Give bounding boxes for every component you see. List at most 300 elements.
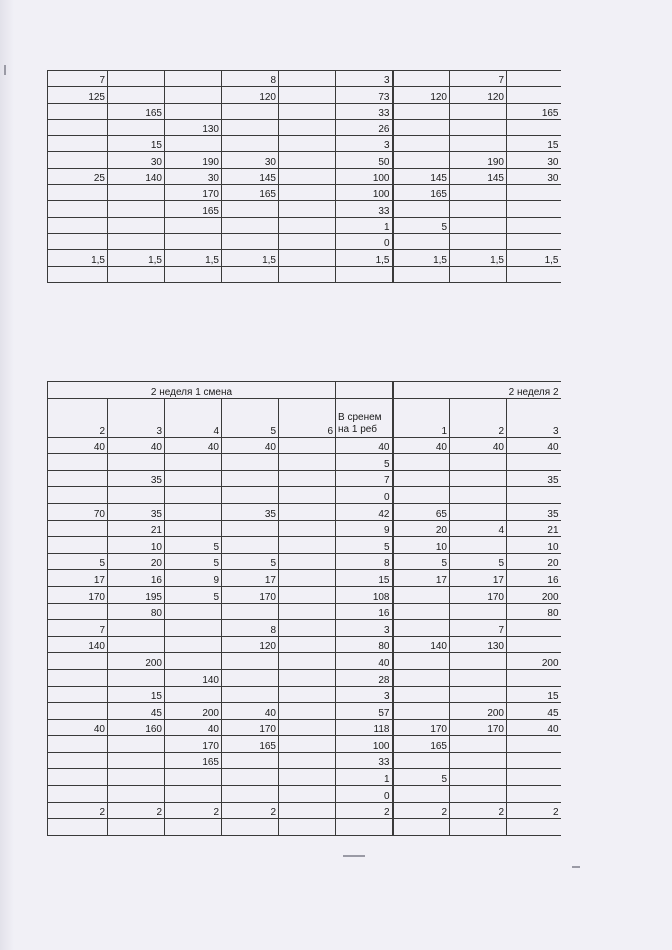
table-cell: 17 bbox=[393, 570, 450, 587]
header-cell: 2 bbox=[48, 398, 108, 437]
table-row bbox=[48, 233, 561, 249]
table-row bbox=[48, 470, 561, 487]
table-cell bbox=[48, 487, 108, 504]
table-row bbox=[48, 703, 561, 720]
table-cell: 33 bbox=[336, 103, 393, 119]
table-cell bbox=[108, 201, 165, 217]
table-cell bbox=[48, 686, 108, 703]
table-cell bbox=[393, 669, 450, 686]
table-cell: 195 bbox=[108, 586, 165, 603]
table-cell bbox=[48, 217, 108, 233]
table-cell: 40 bbox=[507, 437, 561, 454]
table-cell: 17 bbox=[222, 570, 279, 587]
table-cell: 40 bbox=[507, 719, 561, 736]
table-cell: 2 bbox=[165, 802, 222, 819]
table-row bbox=[48, 136, 561, 152]
table-cell: 15 bbox=[507, 686, 561, 703]
table-cell: 140 bbox=[165, 669, 222, 686]
table-cell bbox=[507, 636, 561, 653]
table-cell bbox=[279, 103, 336, 119]
table-cell bbox=[48, 736, 108, 753]
table-cell bbox=[165, 217, 222, 233]
table-cell: 5 bbox=[165, 537, 222, 554]
table-cell: 20 bbox=[393, 520, 450, 537]
table-cell bbox=[507, 119, 561, 135]
table-cell: 100 bbox=[336, 736, 393, 753]
table-cell bbox=[222, 119, 279, 135]
table-cell: 130 bbox=[165, 119, 222, 135]
table-cell: 33 bbox=[336, 752, 393, 769]
table-cell bbox=[507, 201, 561, 217]
table-row bbox=[48, 250, 561, 266]
table-cell bbox=[48, 119, 108, 135]
table-row bbox=[48, 653, 561, 670]
table-cell: 130 bbox=[450, 636, 507, 653]
table-cell bbox=[279, 636, 336, 653]
table-cell bbox=[48, 233, 108, 249]
table-cell bbox=[507, 620, 561, 637]
top-table-body bbox=[48, 71, 561, 283]
table-cell bbox=[279, 586, 336, 603]
table-cell bbox=[507, 233, 561, 249]
table-cell bbox=[336, 819, 393, 836]
header-cell: 1 bbox=[393, 398, 450, 437]
table-cell: 80 bbox=[108, 603, 165, 620]
table-cell: 200 bbox=[165, 703, 222, 720]
table-cell bbox=[279, 487, 336, 504]
average-per-child-header: В сренем на 1 реб bbox=[336, 398, 393, 437]
table-cell: 1,5 bbox=[393, 250, 450, 266]
table-cell: 1 bbox=[336, 217, 393, 233]
table-row bbox=[48, 437, 561, 454]
table-cell bbox=[450, 686, 507, 703]
table-cell: 1,5 bbox=[165, 250, 222, 266]
header-cell: 4 bbox=[165, 398, 222, 437]
table-cell bbox=[48, 769, 108, 786]
table-row bbox=[48, 603, 561, 620]
table-row bbox=[48, 201, 561, 217]
table-cell bbox=[450, 185, 507, 201]
week2-shift1-title: 2 неделя 1 смена bbox=[48, 382, 336, 399]
table-cell: 21 bbox=[108, 520, 165, 537]
table-cell bbox=[393, 487, 450, 504]
table-cell bbox=[279, 752, 336, 769]
table-cell: 3 bbox=[336, 136, 393, 152]
table-cell: 145 bbox=[450, 168, 507, 184]
table-cell bbox=[48, 520, 108, 537]
table-cell: 8 bbox=[336, 553, 393, 570]
table-cell: 118 bbox=[336, 719, 393, 736]
table-cell bbox=[450, 266, 507, 282]
table-cell: 5 bbox=[222, 553, 279, 570]
table-cell bbox=[108, 87, 165, 103]
table-cell: 5 bbox=[393, 553, 450, 570]
table-cell bbox=[279, 786, 336, 803]
table-row bbox=[48, 752, 561, 769]
table-cell: 5 bbox=[336, 537, 393, 554]
table-cell bbox=[507, 752, 561, 769]
table-row bbox=[48, 152, 561, 168]
table-cell: 190 bbox=[450, 152, 507, 168]
table-row bbox=[48, 71, 561, 87]
table-cell: 0 bbox=[336, 233, 393, 249]
table-cell bbox=[279, 454, 336, 471]
table-cell: 160 bbox=[108, 719, 165, 736]
table-cell bbox=[279, 802, 336, 819]
table-row bbox=[48, 669, 561, 686]
table-cell bbox=[450, 201, 507, 217]
table-cell bbox=[222, 537, 279, 554]
table-cell bbox=[222, 217, 279, 233]
table-cell bbox=[165, 653, 222, 670]
header-cell: 2 bbox=[450, 398, 507, 437]
table-cell: 35 bbox=[507, 470, 561, 487]
table-cell: 100 bbox=[336, 185, 393, 201]
table-cell: 4 bbox=[450, 520, 507, 537]
table-cell: 1,5 bbox=[48, 250, 108, 266]
table-cell bbox=[393, 819, 450, 836]
table-cell bbox=[450, 537, 507, 554]
table-cell: 30 bbox=[165, 168, 222, 184]
table-cell bbox=[450, 819, 507, 836]
table-cell bbox=[279, 503, 336, 520]
table-cell bbox=[279, 437, 336, 454]
table-cell: 2 bbox=[108, 802, 165, 819]
table-cell: 200 bbox=[108, 653, 165, 670]
table-cell bbox=[507, 71, 561, 87]
scan-speck bbox=[4, 65, 6, 75]
table-cell: 170 bbox=[450, 586, 507, 603]
table-cell bbox=[279, 719, 336, 736]
table-cell bbox=[48, 136, 108, 152]
table-cell: 9 bbox=[165, 570, 222, 587]
table-cell bbox=[222, 470, 279, 487]
table-cell: 3 bbox=[336, 71, 393, 87]
header-cell: 6 bbox=[279, 398, 336, 437]
table-cell bbox=[108, 233, 165, 249]
table-cell bbox=[165, 71, 222, 87]
table-cell bbox=[222, 669, 279, 686]
table-cell bbox=[165, 233, 222, 249]
table-cell: 2 bbox=[336, 802, 393, 819]
day-header-row bbox=[48, 398, 561, 437]
table-cell: 16 bbox=[507, 570, 561, 587]
table-cell bbox=[165, 87, 222, 103]
table-cell: 0 bbox=[336, 487, 393, 504]
table-cell bbox=[393, 470, 450, 487]
table-cell bbox=[48, 786, 108, 803]
table-cell bbox=[108, 752, 165, 769]
table-cell: 7 bbox=[336, 470, 393, 487]
table-cell bbox=[279, 603, 336, 620]
table-cell bbox=[165, 636, 222, 653]
table-cell bbox=[48, 819, 108, 836]
table-cell bbox=[393, 136, 450, 152]
table-cell bbox=[336, 266, 393, 282]
table-cell bbox=[108, 217, 165, 233]
table-row bbox=[48, 586, 561, 603]
table-cell bbox=[108, 487, 165, 504]
table-cell: 2 bbox=[393, 802, 450, 819]
table-cell: 5 bbox=[393, 769, 450, 786]
table-cell: 20 bbox=[108, 553, 165, 570]
table-cell: 40 bbox=[48, 719, 108, 736]
table-cell: 165 bbox=[222, 185, 279, 201]
table-cell: 200 bbox=[507, 586, 561, 603]
table-cell bbox=[450, 233, 507, 249]
table-cell bbox=[279, 553, 336, 570]
table-cell: 40 bbox=[336, 437, 393, 454]
table-cell: 1,5 bbox=[507, 250, 561, 266]
table-cell: 5 bbox=[165, 553, 222, 570]
table-cell: 170 bbox=[222, 719, 279, 736]
table-cell bbox=[165, 454, 222, 471]
table-row bbox=[48, 103, 561, 119]
table-cell: 120 bbox=[222, 87, 279, 103]
table-cell bbox=[393, 653, 450, 670]
table-cell bbox=[165, 620, 222, 637]
table-row bbox=[48, 537, 561, 554]
table-cell: 35 bbox=[108, 470, 165, 487]
table-cell bbox=[507, 185, 561, 201]
table-cell: 8 bbox=[222, 620, 279, 637]
header-cell: 3 bbox=[507, 398, 561, 437]
table-cell: 140 bbox=[393, 636, 450, 653]
table-cell bbox=[279, 87, 336, 103]
table-cell: 9 bbox=[336, 520, 393, 537]
table-cell: 16 bbox=[336, 603, 393, 620]
table-cell: 35 bbox=[108, 503, 165, 520]
table-row bbox=[48, 819, 561, 836]
table-cell: 7 bbox=[48, 71, 108, 87]
table-cell bbox=[393, 752, 450, 769]
table-cell: 5 bbox=[336, 454, 393, 471]
table-cell: 2 bbox=[222, 802, 279, 819]
table-cell: 1 bbox=[336, 769, 393, 786]
table-cell: 15 bbox=[507, 136, 561, 152]
table-row bbox=[48, 217, 561, 233]
table-cell: 170 bbox=[222, 586, 279, 603]
table-cell bbox=[222, 266, 279, 282]
table-cell bbox=[507, 87, 561, 103]
table-cell bbox=[450, 454, 507, 471]
table-cell bbox=[48, 152, 108, 168]
table-cell bbox=[165, 769, 222, 786]
table-cell: 7 bbox=[48, 620, 108, 637]
table-cell: 8 bbox=[222, 71, 279, 87]
table-cell bbox=[450, 786, 507, 803]
table-cell: 145 bbox=[393, 168, 450, 184]
table-cell bbox=[507, 819, 561, 836]
table-cell: 200 bbox=[507, 653, 561, 670]
table-cell bbox=[48, 103, 108, 119]
table-cell: 2 bbox=[48, 802, 108, 819]
table-cell: 1,5 bbox=[108, 250, 165, 266]
table-cell: 7 bbox=[450, 71, 507, 87]
table-cell: 0 bbox=[336, 786, 393, 803]
bottom-table-body bbox=[48, 382, 561, 836]
scan-speck bbox=[343, 855, 365, 857]
table-cell: 28 bbox=[336, 669, 393, 686]
table-row bbox=[48, 87, 561, 103]
bottom-data-table bbox=[47, 381, 561, 836]
table-cell: 50 bbox=[336, 152, 393, 168]
table-cell bbox=[393, 454, 450, 471]
table-cell bbox=[393, 152, 450, 168]
table-cell bbox=[450, 217, 507, 233]
table-cell bbox=[108, 620, 165, 637]
table-cell: 40 bbox=[165, 437, 222, 454]
table-cell bbox=[279, 136, 336, 152]
table-cell bbox=[48, 669, 108, 686]
table-cell bbox=[48, 653, 108, 670]
table-row bbox=[48, 786, 561, 803]
table-cell: 5 bbox=[48, 553, 108, 570]
table-cell: 17 bbox=[450, 570, 507, 587]
table-cell bbox=[279, 653, 336, 670]
table-cell bbox=[279, 769, 336, 786]
table-cell bbox=[222, 786, 279, 803]
table-cell bbox=[393, 586, 450, 603]
table-cell: 100 bbox=[336, 168, 393, 184]
table-cell: 40 bbox=[48, 437, 108, 454]
table-cell: 10 bbox=[507, 537, 561, 554]
table-cell bbox=[108, 636, 165, 653]
table-cell: 26 bbox=[336, 119, 393, 135]
table-cell bbox=[279, 686, 336, 703]
table-cell: 120 bbox=[450, 87, 507, 103]
table-cell: 65 bbox=[393, 503, 450, 520]
table-cell bbox=[393, 266, 450, 282]
table-cell: 40 bbox=[108, 437, 165, 454]
table-row bbox=[48, 266, 561, 282]
table-title-row bbox=[48, 382, 561, 399]
table-cell bbox=[279, 233, 336, 249]
table-cell bbox=[165, 266, 222, 282]
table-cell: 1,5 bbox=[222, 250, 279, 266]
table-cell: 15 bbox=[336, 570, 393, 587]
table-cell: 40 bbox=[393, 437, 450, 454]
table-cell bbox=[279, 570, 336, 587]
table-cell bbox=[393, 201, 450, 217]
table-cell bbox=[48, 266, 108, 282]
table-cell bbox=[279, 119, 336, 135]
table-cell: 200 bbox=[450, 703, 507, 720]
table-cell bbox=[108, 736, 165, 753]
table-cell: 35 bbox=[507, 503, 561, 520]
table-cell: 165 bbox=[507, 103, 561, 119]
table-cell: 45 bbox=[108, 703, 165, 720]
table-cell: 40 bbox=[165, 719, 222, 736]
table-cell bbox=[165, 603, 222, 620]
table-cell bbox=[222, 201, 279, 217]
table-cell bbox=[222, 454, 279, 471]
title-gap-cell bbox=[336, 382, 393, 399]
table-cell bbox=[108, 819, 165, 836]
table-cell bbox=[393, 620, 450, 637]
table-cell: 170 bbox=[48, 586, 108, 603]
table-row bbox=[48, 620, 561, 637]
table-cell bbox=[222, 487, 279, 504]
table-cell bbox=[222, 136, 279, 152]
table-cell bbox=[165, 503, 222, 520]
table-cell: 40 bbox=[336, 653, 393, 670]
table-cell bbox=[222, 653, 279, 670]
table-cell bbox=[279, 520, 336, 537]
table-cell: 17 bbox=[48, 570, 108, 587]
table-cell bbox=[279, 266, 336, 282]
table-cell bbox=[165, 819, 222, 836]
table-cell: 170 bbox=[165, 736, 222, 753]
table-row bbox=[48, 487, 561, 504]
table-cell bbox=[279, 537, 336, 554]
table-cell: 1,5 bbox=[336, 250, 393, 266]
table-cell: 165 bbox=[165, 752, 222, 769]
table-cell bbox=[108, 266, 165, 282]
table-cell bbox=[222, 103, 279, 119]
table-cell bbox=[393, 703, 450, 720]
table-cell: 165 bbox=[165, 201, 222, 217]
table-cell: 30 bbox=[507, 168, 561, 184]
table-cell bbox=[108, 119, 165, 135]
table-cell bbox=[507, 487, 561, 504]
table-cell bbox=[450, 103, 507, 119]
table-cell bbox=[48, 470, 108, 487]
table-cell: 40 bbox=[222, 437, 279, 454]
table-cell: 3 bbox=[336, 620, 393, 637]
table-cell bbox=[279, 470, 336, 487]
table-cell bbox=[222, 603, 279, 620]
table-cell: 140 bbox=[48, 636, 108, 653]
table-cell: 10 bbox=[393, 537, 450, 554]
table-cell: 10 bbox=[108, 537, 165, 554]
table-row bbox=[48, 185, 561, 201]
table-cell bbox=[48, 752, 108, 769]
table-row bbox=[48, 119, 561, 135]
table-cell bbox=[279, 185, 336, 201]
table-cell bbox=[393, 233, 450, 249]
table-cell bbox=[450, 470, 507, 487]
table-cell bbox=[279, 152, 336, 168]
table-cell: 165 bbox=[393, 736, 450, 753]
table-cell: 165 bbox=[393, 185, 450, 201]
table-cell: 40 bbox=[450, 437, 507, 454]
table-cell bbox=[450, 736, 507, 753]
table-cell bbox=[48, 703, 108, 720]
table-cell bbox=[507, 736, 561, 753]
table-cell: 190 bbox=[165, 152, 222, 168]
table-cell bbox=[108, 769, 165, 786]
table-cell: 20 bbox=[507, 553, 561, 570]
table-cell: 16 bbox=[108, 570, 165, 587]
table-cell: 30 bbox=[108, 152, 165, 168]
table-cell bbox=[450, 603, 507, 620]
table-cell bbox=[279, 669, 336, 686]
table-cell: 170 bbox=[393, 719, 450, 736]
table-cell bbox=[279, 620, 336, 637]
table-cell bbox=[279, 168, 336, 184]
header-cell: 3 bbox=[108, 398, 165, 437]
table-cell bbox=[108, 185, 165, 201]
table-cell bbox=[165, 686, 222, 703]
table-cell: 25 bbox=[48, 168, 108, 184]
table-row bbox=[48, 570, 561, 587]
table-cell bbox=[450, 653, 507, 670]
table-cell: 125 bbox=[48, 87, 108, 103]
table-row bbox=[48, 719, 561, 736]
table-cell bbox=[393, 103, 450, 119]
table-cell bbox=[222, 233, 279, 249]
